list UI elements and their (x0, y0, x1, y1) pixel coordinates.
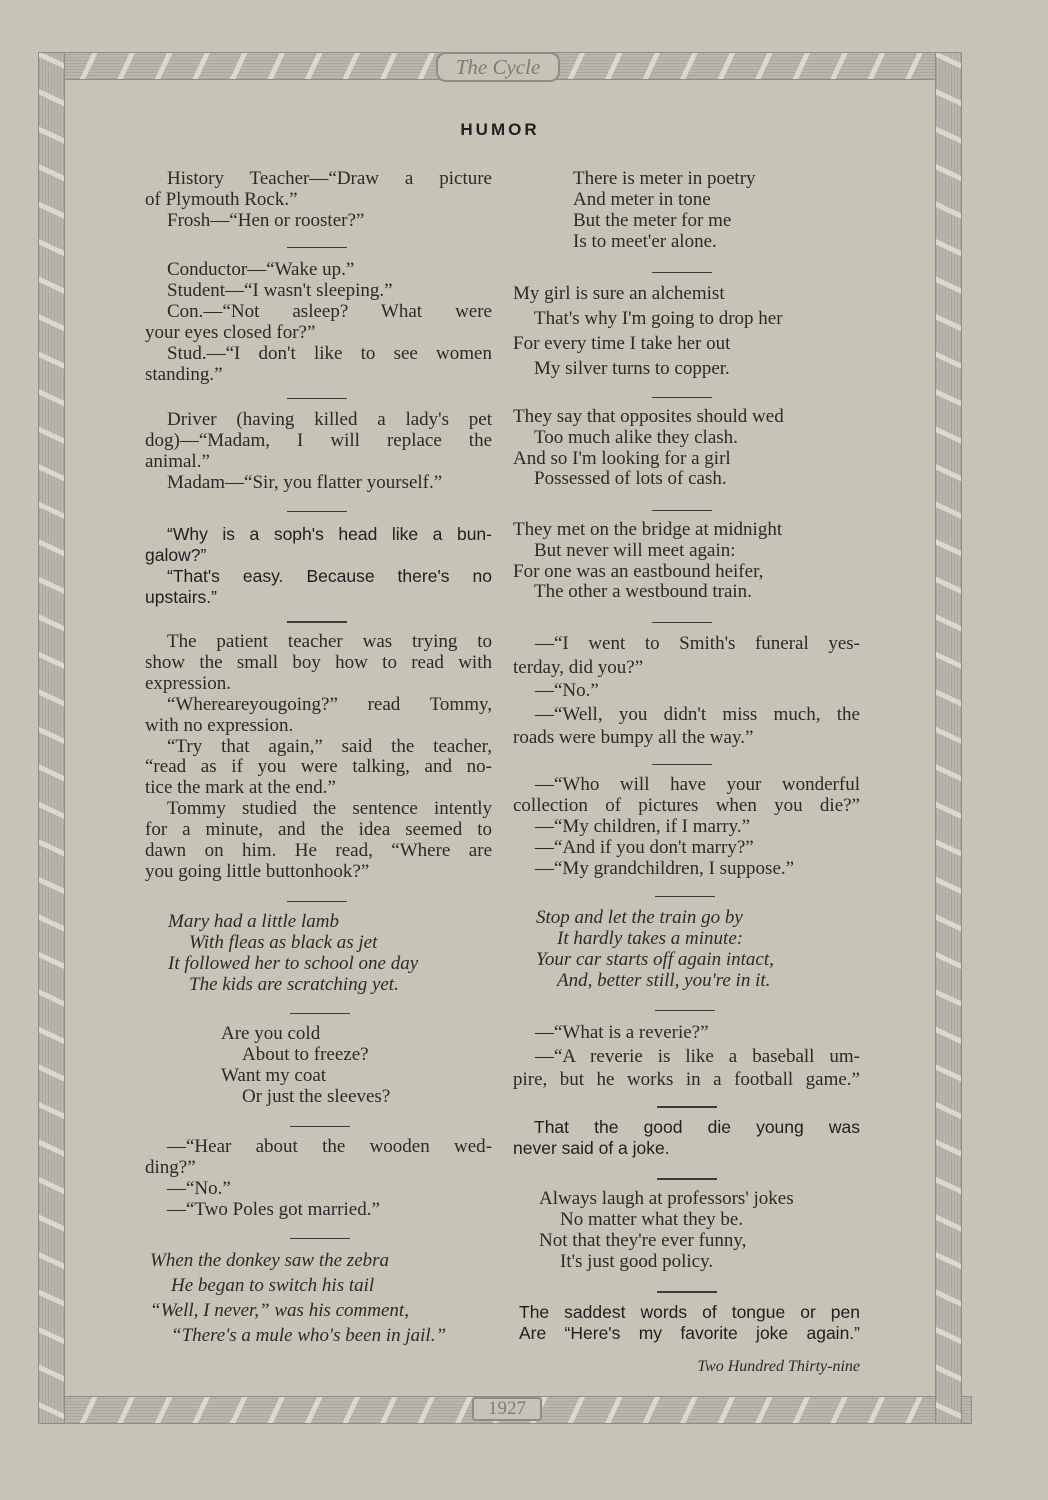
text-line: About to freeze? (242, 1044, 369, 1065)
text-line: collection of pictures when you die?” (513, 795, 860, 816)
text-line: He began to switch his tail (171, 1275, 375, 1296)
left-joke (145, 1136, 492, 1220)
text-line: “read as if you were talking, and no- (145, 756, 492, 778)
section-divider (287, 247, 347, 248)
text-line: upstairs.” (145, 587, 217, 607)
text-line: with no expression. (145, 714, 294, 736)
section-divider (652, 622, 712, 623)
text-line: Stop and let the train go by (536, 907, 743, 928)
text-line: ding?” (145, 1157, 196, 1178)
text-line: It's just good policy. (560, 1251, 714, 1272)
section-divider (657, 1106, 717, 1108)
text-line: your eyes closed for?” (145, 322, 316, 343)
text-line: That the good die young was (534, 1117, 860, 1137)
right-joke (513, 281, 860, 381)
frame-right (935, 52, 962, 1424)
left-joke (145, 524, 492, 608)
section-divider (655, 896, 715, 897)
text-line: galow?” (145, 545, 207, 565)
text-line: Not that they're ever funny, (539, 1230, 747, 1251)
text-line: Want my coat (221, 1065, 327, 1086)
text-line: Always laugh at professors' jokes (539, 1188, 794, 1209)
text-line: —“I went to Smith's funeral yes- (535, 633, 860, 654)
text-line: Madam—“Sir, you flatter yourself.” (167, 472, 443, 493)
text-line: expression. (145, 672, 232, 694)
section-divider (657, 1291, 717, 1293)
text-line: The kids are scratching yet. (189, 974, 399, 995)
right-joke (513, 632, 860, 750)
text-line: —“Who will have your wonderful (535, 774, 860, 795)
text-line: No matter what they be. (560, 1209, 744, 1230)
text-line: They met on the bridge at midnight (513, 519, 783, 540)
section-divider (287, 511, 347, 512)
text-line: “That's easy. Because there's no (167, 566, 492, 586)
section-divider (290, 1238, 350, 1239)
text-line: With fleas as black as jet (189, 932, 378, 953)
text-line: dawn on him. He read, “Where are (145, 840, 492, 862)
section-divider (655, 1010, 715, 1011)
right-joke (513, 1188, 860, 1272)
text-line: But the meter for me (573, 210, 732, 231)
section-divider (657, 1178, 717, 1180)
text-line: pire, but he works in a football game.” (513, 1069, 860, 1090)
text-line: Your car starts off again intact, (536, 949, 774, 970)
right-joke (513, 168, 860, 252)
right-joke (513, 407, 860, 490)
text-line: And so I'm looking for a girl (513, 447, 731, 469)
text-line: Tommy studied the sentence intently (167, 798, 492, 820)
text-line: The saddest words of tongue or pen (519, 1302, 860, 1322)
text-line: Con.—“Not asleep? What were (167, 301, 492, 322)
right-joke (513, 1117, 860, 1159)
section-divider (287, 621, 347, 623)
text-line: Is to meet'er alone. (573, 231, 717, 252)
text-line: never said of a joke. (513, 1138, 670, 1158)
text-line: roads were bumpy all the way.” (513, 727, 754, 748)
section-divider (287, 398, 347, 399)
text-line: And meter in tone (573, 189, 711, 210)
text-line: It hardly takes a minute: (557, 928, 744, 949)
text-line: Driver (having killed a lady's pet (167, 409, 492, 430)
text-line: Stud.—“I don't like to see women (167, 343, 492, 364)
text-line: Too much alike they clash. (534, 426, 738, 448)
text-line: —“What is a reverie?” (535, 1022, 709, 1043)
text-line: —“A reverie is like a baseball um- (535, 1045, 860, 1067)
text-line: animal.” (145, 451, 210, 472)
text-line: My girl is sure an alchemist (513, 283, 725, 304)
left-joke (145, 409, 492, 493)
section-divider (652, 764, 712, 765)
text-line: Student—“I wasn't sleeping.” (167, 280, 393, 301)
text-line: —“And if you don't marry?” (535, 837, 754, 858)
text-line: Or just the sleeves? (242, 1086, 391, 1107)
text-line: Are “Here's my favorite joke again.” (519, 1323, 860, 1343)
text-line: The other a westbound train. (534, 581, 752, 603)
text-line: “Why is a soph's head like a bun- (167, 524, 492, 544)
text-line: That's why I'm going to drop her (534, 308, 783, 329)
text-line: show the small boy how to read with (145, 651, 492, 673)
text-line: Possessed of lots of cash. (534, 468, 727, 490)
text-line: For every time I take her out (513, 333, 731, 354)
footer-year: 1927 (472, 1397, 542, 1421)
text-line: you going little buttonhook?” (145, 860, 370, 882)
text-line: It followed her to school one day (168, 953, 419, 974)
page-number: Two Hundred Thirty-nine (697, 1358, 860, 1375)
section-divider (652, 397, 712, 398)
text-line: Conductor—“Wake up.” (167, 259, 355, 280)
section-divider (652, 272, 712, 273)
left-joke (145, 259, 492, 385)
text-line: But never will meet again: (534, 539, 736, 561)
text-line: —“Well, you didn't miss much, the (535, 703, 860, 725)
text-line: They say that opposites should wed (513, 406, 784, 427)
left-joke (145, 911, 492, 995)
text-line: Frosh—“Hen or rooster?” (167, 210, 365, 231)
text-line: The patient teacher was trying to (167, 631, 492, 652)
right-joke (519, 1302, 860, 1344)
page-title: HUMOR (460, 120, 540, 139)
text-line: terday, did you?” (513, 656, 644, 678)
text-line: for a minute, and the idea seemed to (145, 819, 492, 841)
left-joke (145, 1248, 492, 1348)
text-line: —“Two Poles got married.” (167, 1199, 380, 1220)
text-line: History Teacher—“Draw a picture (167, 168, 492, 189)
text-line: When the donkey saw the zebra (150, 1250, 390, 1271)
text-line: “There's a mule who's been in jail.” (171, 1325, 447, 1346)
text-line: For one was an eastbound heifer, (513, 560, 764, 582)
text-line: “Well, I never,” was his comment, (150, 1300, 409, 1321)
text-line: —“My grandchildren, I suppose.” (535, 858, 795, 879)
section-divider (290, 1013, 350, 1014)
text-line: “Try that again,” said the teacher, (167, 735, 492, 757)
right-joke (513, 1021, 860, 1092)
text-line: —“My children, if I marry.” (535, 816, 751, 837)
text-line: Mary had a little lamb (168, 911, 339, 932)
text-line: —“No.” (167, 1178, 231, 1199)
text-line: Are you cold (221, 1023, 321, 1044)
text-line: of Plymouth Rock.” (145, 189, 298, 210)
text-line: tice the mark at the end.” (145, 777, 336, 799)
text-line: —“Hear about the wooden wed- (167, 1136, 492, 1157)
text-line: And, better still, you're in it. (557, 970, 771, 991)
section-divider (287, 901, 347, 902)
text-line: “Whereareyougoing?” read Tommy, (167, 693, 492, 715)
header-logo: The Cycle (436, 52, 560, 82)
right-joke (513, 774, 860, 879)
text-line: dog)—“Madam, I will replace the (145, 430, 492, 451)
left-joke (145, 1023, 492, 1107)
text-line: There is meter in poetry (573, 168, 756, 189)
text-line: —“No.” (535, 680, 599, 701)
right-joke (513, 907, 860, 991)
left-joke (145, 632, 492, 883)
text-line: standing.” (145, 364, 223, 385)
frame-left (38, 52, 65, 1424)
section-divider (652, 510, 712, 511)
right-joke (513, 520, 860, 603)
section-divider (290, 1126, 350, 1127)
text-line: My silver turns to copper. (534, 358, 730, 379)
left-joke (145, 168, 492, 231)
